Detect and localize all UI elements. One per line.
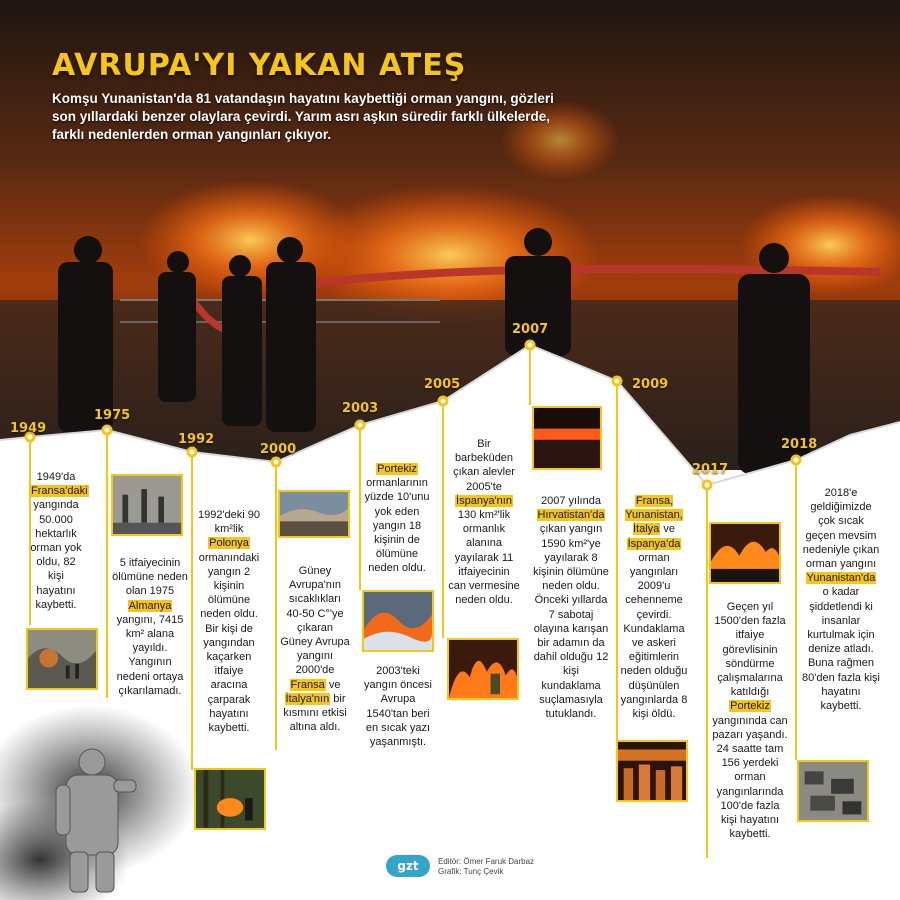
timeline-entry-2018 bbox=[802, 486, 880, 713]
country-highlight: Yunanistan'da bbox=[806, 572, 876, 585]
year-label-2018: 2018 bbox=[781, 437, 818, 452]
editor-credit: Editör: Ömer Faruk Darbaz bbox=[438, 857, 535, 866]
country-highlight: Hırvatistan'da bbox=[537, 509, 605, 522]
entry-text: çıkan yangın 1590 km²'ye yayılarak 8 kişinin ölümüne neden oldu. Önceki yıllarda 7 sabotaj olayına karışan bir adamın da dahil olduğu 12 kişi kundaklama suçlamasıyla tutuklandı. bbox=[533, 523, 609, 721]
gzt-logo: gzt bbox=[386, 855, 430, 877]
country-highlight: İspanya'nın bbox=[456, 494, 512, 507]
photo-2005 bbox=[447, 638, 519, 700]
entry-text: o kadar şiddetlendi ki insanlar kurtulmak için denize atladı. Buna rağmen 80'den fazla kişi hayatını kaybetti. bbox=[802, 586, 880, 713]
timeline-entry-2007 bbox=[532, 494, 610, 721]
year-label-1975: 1975 bbox=[94, 408, 131, 423]
photo-2007 bbox=[532, 406, 602, 470]
photo-2000 bbox=[278, 490, 350, 538]
photo-1949 bbox=[26, 628, 98, 690]
timeline-entry-1949 bbox=[30, 470, 88, 612]
timeline-entry-2003-note bbox=[362, 664, 434, 749]
country-highlight: İspanya'da bbox=[627, 537, 681, 550]
country-highlight: İtalya'nın bbox=[285, 692, 330, 705]
photo-1992 bbox=[194, 768, 266, 830]
country-highlight: Portekiz bbox=[730, 700, 770, 713]
year-label-2000: 2000 bbox=[260, 442, 297, 457]
entry-text: 1949'da bbox=[36, 471, 76, 483]
entry-text: yangını, 7415 km² alana yayıldı. Yangının nedeni ortaya çıkarılamadı. bbox=[116, 613, 184, 697]
credits bbox=[438, 857, 598, 877]
photo-2017 bbox=[709, 522, 781, 584]
photo-2018 bbox=[797, 760, 869, 822]
timeline-entry-1975 bbox=[112, 556, 188, 698]
entry-text: ve bbox=[325, 678, 341, 691]
entry-text: bir kısmını etkisi altına aldı. bbox=[283, 692, 347, 734]
timeline-entry-2003 bbox=[364, 462, 430, 576]
year-label-2007: 2007 bbox=[512, 322, 549, 337]
year-label-2005: 2005 bbox=[424, 377, 461, 392]
intro-text: Komşu Yunanistan'da 81 vatandaşın hayatını kaybettiği orman yangını, gözleri son yıllardaki benzer olaylara çevirdi. Yarım asrı aşkın süredir farklı ülkelerde, farklı nedenlerden orman yangınları çıkıyor. bbox=[52, 91, 554, 142]
timeline-entry-2000 bbox=[280, 564, 350, 734]
entry-text: yangınında can pazarı yaşandı. 24 saatte tam 156 yerdeki orman yangınlarında 100'de fazla kişi hayatını kaybetti. bbox=[712, 714, 788, 841]
photo-2003 bbox=[362, 590, 434, 652]
entry-text: ve bbox=[660, 523, 675, 536]
country-highlight: Fransa'daki bbox=[31, 485, 88, 498]
entry-text: Geçen yıl 1500'den fazla itfaiye görevlisinin söndürme çalışmalarına katıldığı bbox=[714, 601, 786, 699]
entry-text: 5 itfaiyecinin ölümüne neden olan 1975 bbox=[112, 557, 188, 598]
entry-text: Güney Avrupa'nın sıcaklıkları 40-50 C°'ye çıkaran Güney Avrupa yangını 2000'de bbox=[280, 565, 350, 677]
entry-text: 2007 yılında bbox=[541, 495, 601, 507]
country-highlight: Fransa bbox=[290, 678, 325, 691]
entry-text: ormanlarının yüzde 10'unu yok eden yangın 18 kişinin de ölümüne neden oldu. bbox=[364, 477, 430, 575]
entry-text: ormanındaki yangın 2 kişinin ölümüne neden oldu. Bir kişi de yangından kaçarken itfaiye aracına çarparak hayatını kaybetti. bbox=[198, 551, 260, 735]
country-highlight: Almanya bbox=[128, 599, 172, 612]
entry-text: 2003'teki yangın öncesi Avrupa 1540'tan beri en sıcak yazı yaşanmıştı. bbox=[364, 665, 432, 749]
timeline-entry-2009 bbox=[620, 494, 688, 721]
entry-text: 2018'e geldiğimizde çok sıcak geçen mevsim nedeniyle çıkan orman yangını bbox=[802, 487, 880, 571]
entry-text: yangında 50.000 hektarlık orman yok oldu, 82 kişi hayatını kaybetti. bbox=[30, 499, 82, 611]
timeline-entry-1992 bbox=[196, 508, 262, 735]
year-label-1992: 1992 bbox=[178, 432, 215, 447]
timeline-entry-2017 bbox=[712, 600, 788, 841]
photo-1975 bbox=[111, 474, 183, 536]
year-label-2009: 2009 bbox=[632, 377, 669, 392]
entry-text: Bir barbeküden çıkan alevler 2005'te bbox=[453, 438, 515, 493]
year-label-2017: 2017 bbox=[692, 462, 729, 477]
entry-text: orman yangınları 2009'u cehenneme çevirdi. Kundaklama ve askeri eğitimlerin neden olduğu düşünülen yangınlarda 8 kişi öldü. bbox=[620, 551, 688, 721]
page-title: AVRUPA'YI YAKAN ATEŞ bbox=[52, 48, 467, 83]
year-label-2003: 2003 bbox=[342, 401, 379, 416]
timeline-entry-2005 bbox=[448, 437, 520, 607]
country-highlight: Fransa, Yunanistan, İtalya bbox=[625, 495, 683, 536]
country-highlight: Portekiz bbox=[377, 463, 417, 475]
year-label-1949: 1949 bbox=[10, 421, 47, 436]
entry-text: 130 km²'lik ormanlık alanına yayılarak 11 itfaiyecinin can vermesine neden oldu. bbox=[448, 509, 520, 607]
entry-text: 1992'deki 90 km²lik bbox=[197, 509, 261, 536]
graphic-credit: Grafik: Tunç Çevik bbox=[438, 867, 504, 876]
country-highlight: Polonya bbox=[209, 537, 249, 550]
photo-2009 bbox=[616, 740, 688, 802]
